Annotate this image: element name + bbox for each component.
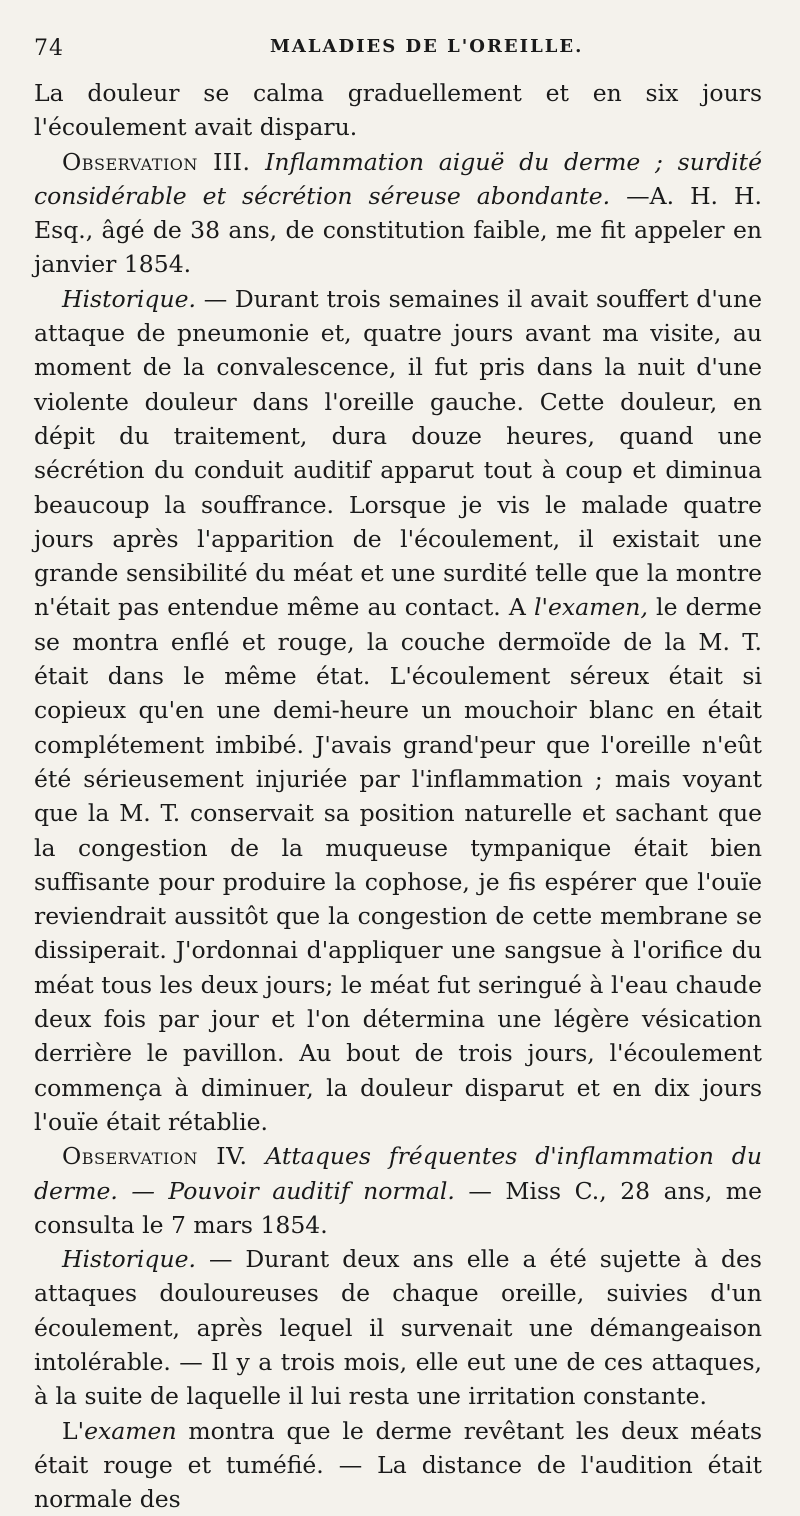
historique-label: Historique. — [62, 284, 196, 313]
observation-label: Observation III. — [62, 147, 251, 176]
paragraph-observation-3 — [34, 145, 762, 282]
paragraph-lead: L' — [62, 1416, 85, 1445]
paragraph-text: — Durant trois semaines il avait souffert d'une attaque de pneumonie et, quatre jours avant ma visite, au moment de la convalescence, il fut pris dans la nuit d'une violente douleur dans l'oreille gauche. Cette douleur, en dépit du traitement, dura douze heures, quand une sécrétion du conduit auditif apparut tout à coup et diminua beaucoup la souffrance. Lorsque je vis le malade quatre jours après l'apparition de l'écoulement, il existait une grande sensibilité du méat et une surdité telle que la montre n'était pas entendue même au contact. A — [34, 284, 762, 622]
observation-label: Observation IV. — [62, 1142, 248, 1171]
paragraph-text: La douleur se calma graduellement et en six jours l'écoulement avait disparu. — [34, 79, 762, 142]
paragraph-continuation — [34, 76, 762, 145]
paragraph-historique-3 — [34, 282, 762, 1139]
observation-title: Inflammation aiguë du derme ; surdité considérable et sécrétion séreuse abondante. — [34, 147, 762, 210]
emphasis-text: l'examen, — [533, 593, 648, 622]
paragraph-text: — Durant deux ans elle a été sujette à des attaques douloureuses de chaque oreille, suivies d'un écoulement, après lequel il survenait une démangeaison intolérable. — Il y a trois mois, elle eut une de ces attaques, à la suite de laquelle il lui resta une irritation constante. — [34, 1245, 762, 1411]
body-text — [34, 76, 762, 1516]
paragraph-text: montra que le derme revêtant les deux méats était rouge et tuméfié. — La distance de l'audition était normale des — [34, 1416, 762, 1514]
emphasis-text: examen — [84, 1416, 177, 1445]
paragraph-examen — [34, 1414, 762, 1516]
paragraph-historique-4 — [34, 1242, 762, 1413]
observation-title: Attaques fréquentes d'inflammation du derme. — Pouvoir auditif normal. — [34, 1142, 762, 1205]
page-number: 74 — [34, 36, 64, 61]
paragraph-text: — Miss C., 28 ans, me consulta le 7 mars 1854. — [34, 1176, 762, 1239]
page-header — [34, 30, 762, 76]
running-head: MALADIES DE L'OREILLE. — [270, 36, 584, 57]
historique-label: Historique. — [62, 1245, 196, 1274]
paragraph-observation-4 — [34, 1139, 762, 1242]
paragraph-text: —A. H. H. Esq., âgé de 38 ans, de constitution faible, me fit appeler en janvier 1854. — [34, 181, 762, 279]
paragraph-text-continued: le derme se montra enflé et rouge, la couche dermoïde de la M. T. était dans le même état. L'écoulement séreux était si copieux qu'en une demi-heure un mouchoir blanc en était complétement imbibé. J'avais grand'peur que l'oreille n'eût été sérieusement injuriée par l'inflammation ; mais voyant que la M. T. conservait sa position naturelle et sachant que la congestion de la muqueuse tympanique était bien suffisante pour produire la cophose, je fis espérer que l'ouïe reviendrait aussitôt que la congestion de cette membrane se dissiperait. J'ordonnai d'appliquer une sangsue à l'orifice du méat tous les deux jours; le méat fut seringué à l'eau chaude deux fois par jour et l'on détermina une légère vésication derrière le pavillon. Au bout de trois jours, l'écoulement commença à diminuer, la douleur disparut et en dix jours l'ouïe était rétablie. — [34, 593, 762, 1136]
